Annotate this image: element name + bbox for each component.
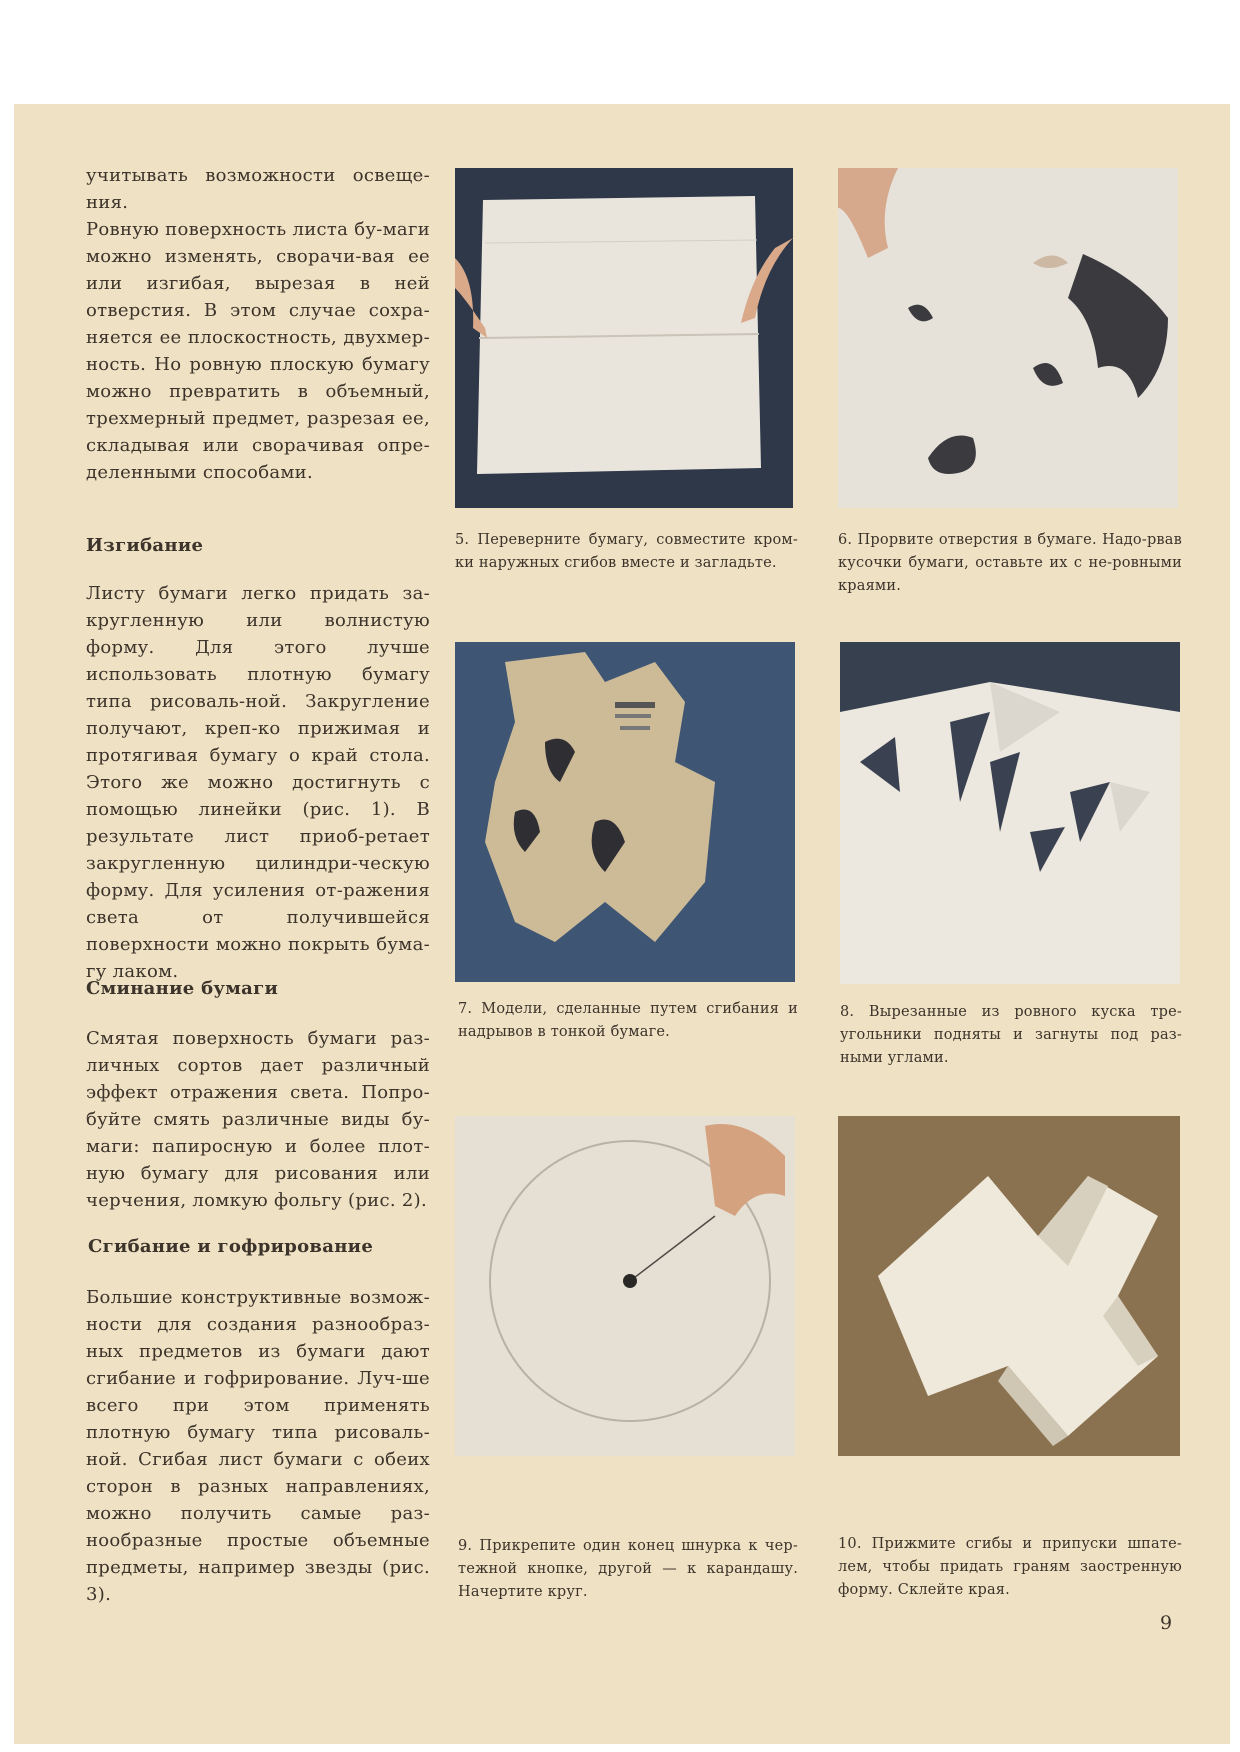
section-heading-bending: Изгибание bbox=[86, 535, 204, 556]
figure-8-caption: 8. Вырезанные из ровного куска тре-угольники подняты и загнуты под раз-ными углами. bbox=[840, 1004, 1182, 1066]
intro-text bbox=[86, 162, 430, 486]
figure-6-caption: 6. Прорвите отверстия в бумаге. Надо-рвав кусочки бумаги, оставьте их с не-ровными краями. bbox=[838, 532, 1182, 594]
page-number: 9 bbox=[1160, 1612, 1173, 1634]
figure-8-photo bbox=[840, 642, 1180, 984]
section-paragraph: Смятая поверхность бумаги раз-личных сортов дает различный эффект отражения света. Попро-буйте смять различные виды бу-маги: папиросную и более плот-ную бумагу для рисования или черчения, ломкую фольгу (рис. 2). bbox=[86, 1028, 430, 1211]
figure-10-photo bbox=[838, 1116, 1180, 1456]
section-text-folding bbox=[86, 1284, 430, 1608]
intro-paragraph-2: Ровную поверхность листа бу-маги можно изменять, сворачи-вая ее или изгибая, вырезая в ней отверстия. В этом случае сохра-няется ее плоскостность, двухмер-ность. Но ровную плоскую бумагу можно превратить в объемный, трехмерный предмет, разрезая ее, складывая или сворачивая опре-деленными способами. bbox=[86, 219, 430, 483]
figure-5-photo bbox=[455, 168, 793, 508]
figure-5-caption: 5. Переверните бумагу, совместите кром-ки наружных сгибов вместе и загладьте. bbox=[455, 532, 798, 571]
figure-6-photo bbox=[838, 168, 1178, 508]
section-paragraph: Большие конструктивные возмож-ности для создания разнообраз-ных предметов из бумаги дают сгибание и гофрирование. Луч-ше всего при этом применять плотную бумагу типа рисоваль-ной. Сгибая лист бумаги с обеих сторон в разных направлениях, можно получить самые раз-нообразные простые объемные предметы, например звезды (рис. 3). bbox=[86, 1287, 430, 1605]
section-text-crumpling bbox=[86, 1025, 430, 1214]
figure-7-photo bbox=[455, 642, 795, 982]
figure-9-photo bbox=[455, 1116, 795, 1456]
section-text-bending bbox=[86, 580, 430, 985]
section-heading-crumpling: Сминание бумаги bbox=[86, 978, 279, 999]
section-paragraph: Листу бумаги легко придать за-кругленную или волнистую форму. Для этого лучше использовать плотную бумагу типа рисоваль-ной. Закругление получают, креп-ко прижимая и протягивая бумагу о край стола. Этого же можно достигнуть с помощью линейки (рис. 1). В результате лист приоб-ретает закругленную цилиндри-ческую форму. Для усиления от-ражения света от получившейся поверхности можно покрыть бума-гу лаком. bbox=[86, 583, 430, 982]
intro-paragraph-1: учитывать возможности освеще-ния. bbox=[86, 165, 430, 213]
figure-10-caption: 10. Прижмите сгибы и припуски шпате-лем, чтобы придать граням заостренную форму. Склейте края. bbox=[838, 1536, 1182, 1598]
figure-7-caption: 7. Модели, сделанные путем сгибания и надрывов в тонкой бумаге. bbox=[458, 1001, 798, 1040]
figure-9-caption: 9. Прикрепите один конец шнурка к чер-тежной кнопке, другой — к карандашу. Начертите круг. bbox=[458, 1538, 798, 1600]
section-heading-folding: Сгибание и гофрирование bbox=[88, 1236, 374, 1257]
